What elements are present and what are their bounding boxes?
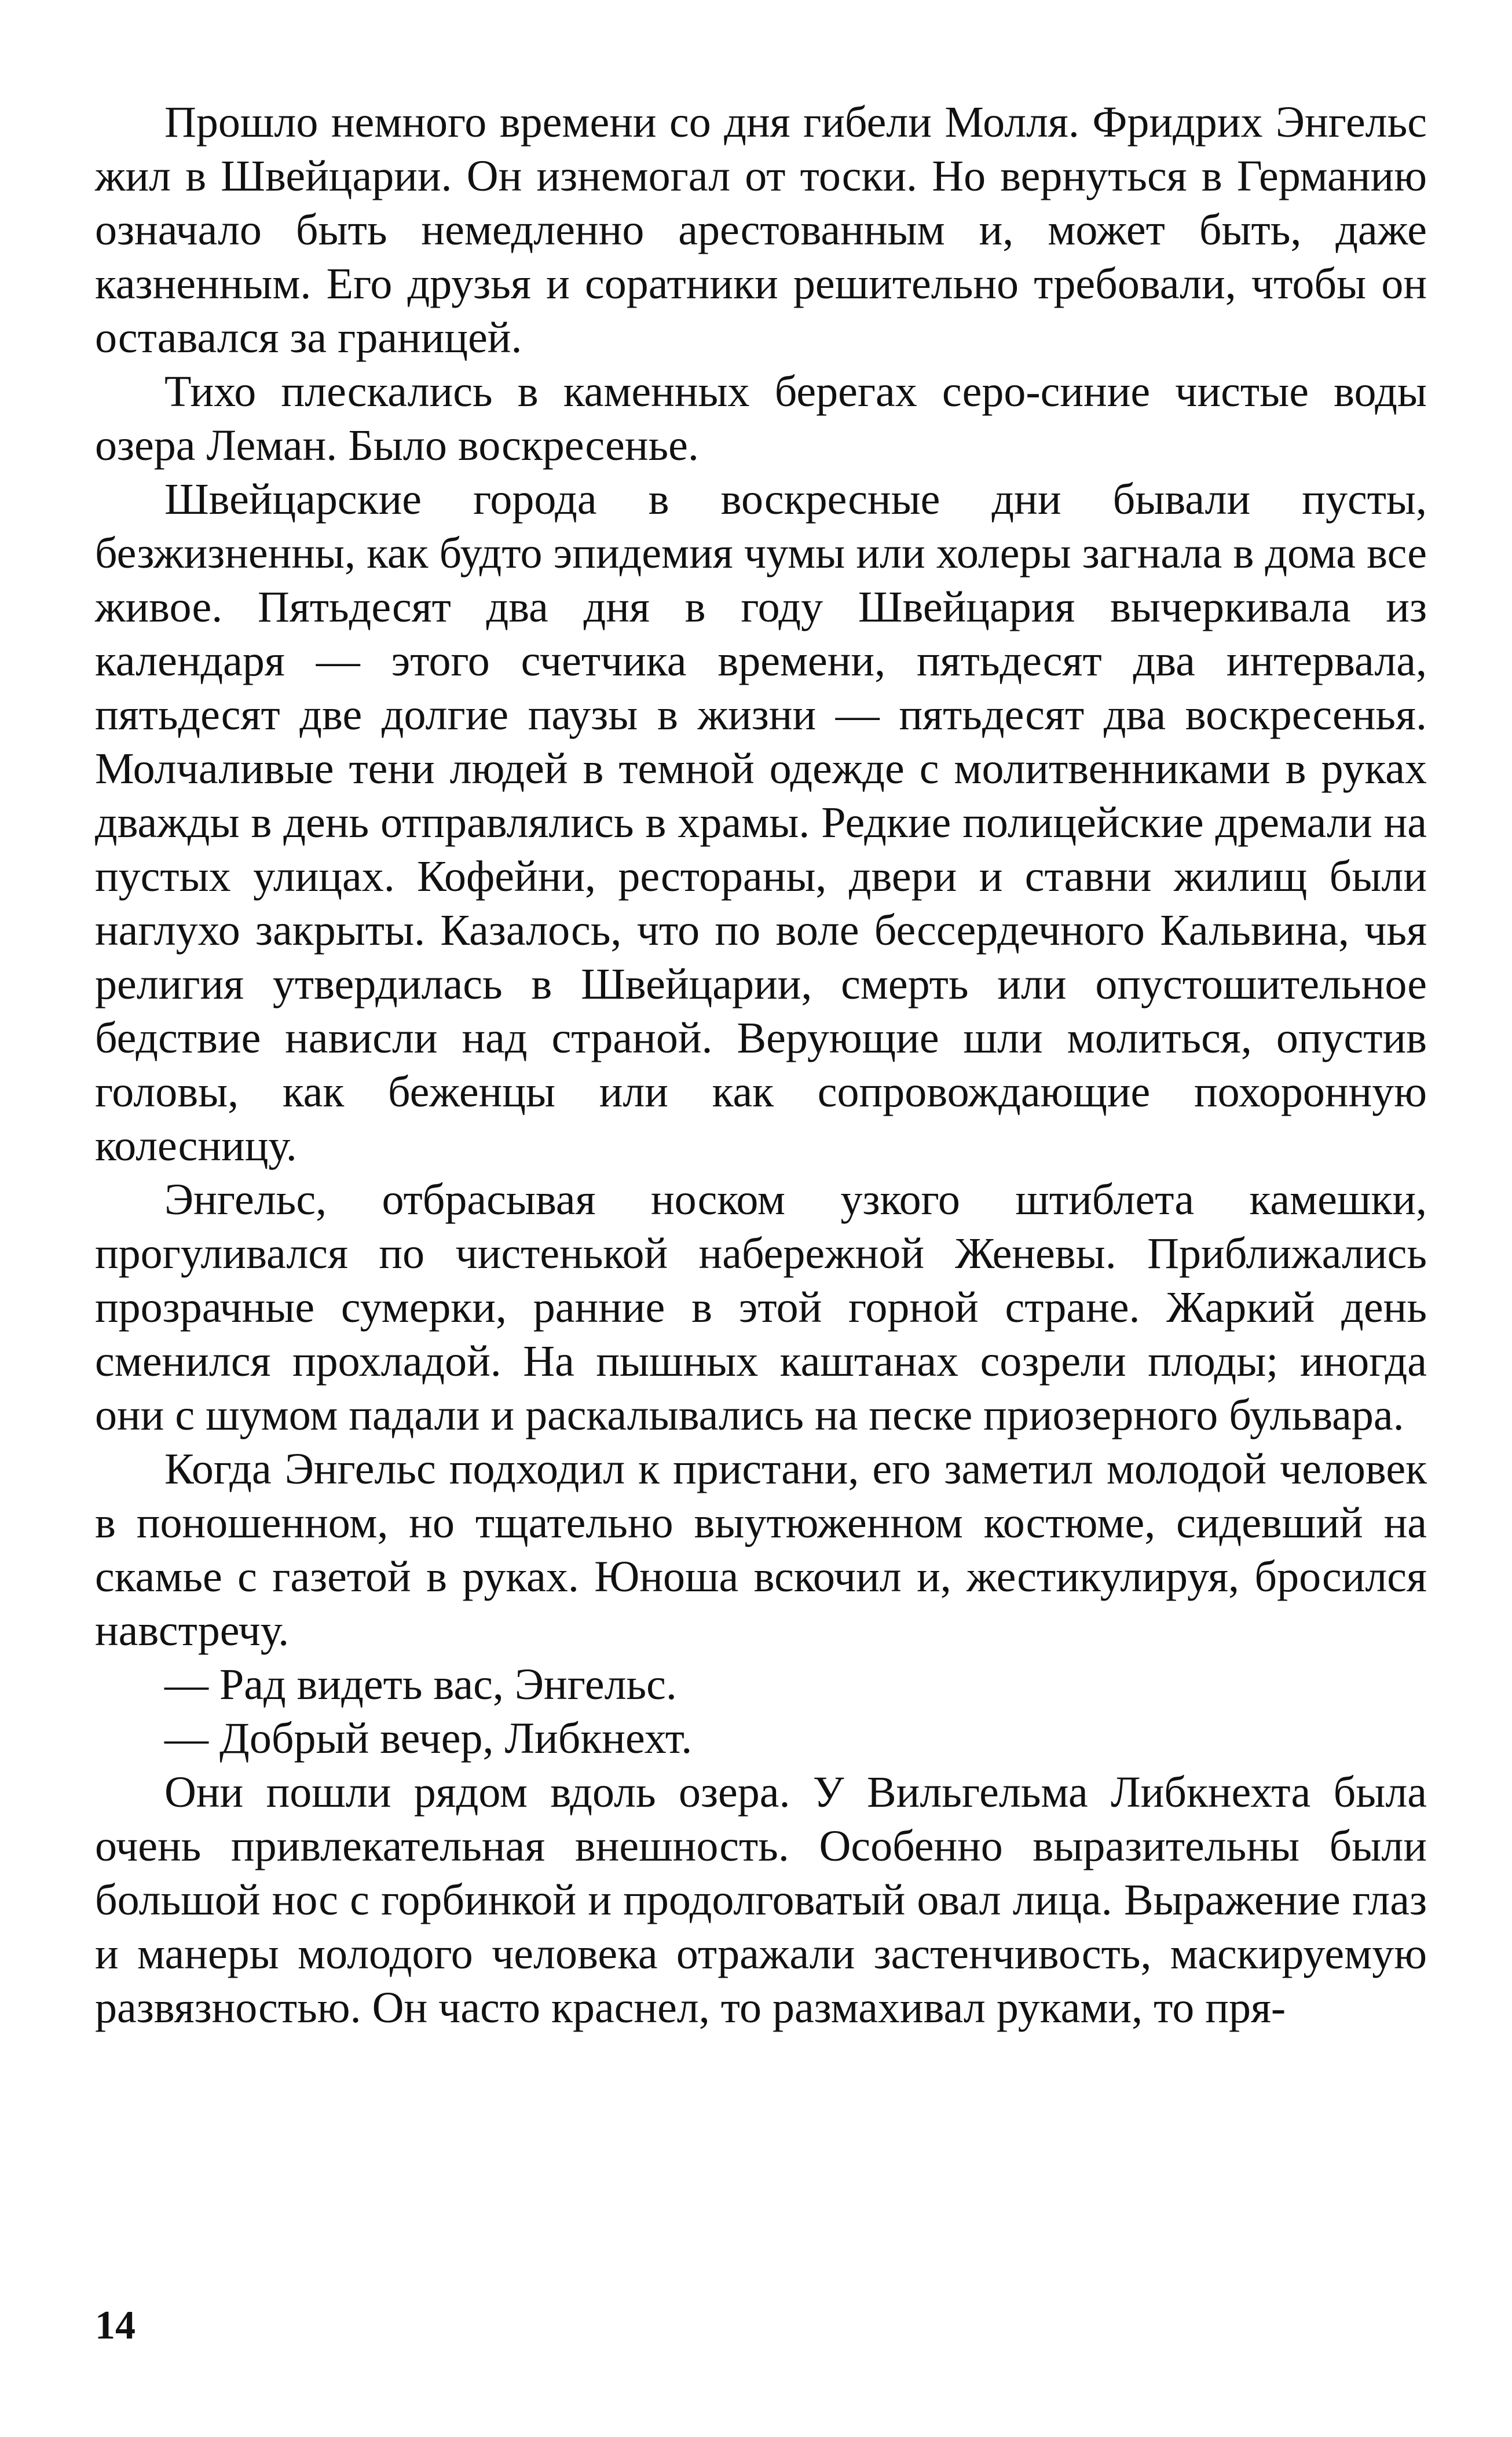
- dialog-line: — Добрый вечер, Либкнехт.: [164, 1714, 693, 1763]
- paragraph: Тихо плескались в каменных берегах серо-синие чистые воды озера Леман. Было воскресенье.: [95, 367, 1427, 470]
- paragraph: Энгельс, отбрасывая носком узкого штиблета камешки, прогуливался по чистенькой набережной Женевы. Приближались прозрачные сумерки, ранние в этой горной стране. Жаркий день сменился прохладой. На пышных каштанах созрели плоды; иногда они с шумом падали и раскалывались на песке приозерного бульвара.: [95, 1175, 1427, 1439]
- paragraph: Когда Энгельс подходил к пристани, его заметил молодой человек в поношенном, но тщательно выутюженном костюме, сидевший на скамье с газетой в руках. Юноша вскочил и, жестикулируя, бросился навстречу.: [95, 1445, 1427, 1655]
- dialog-line: — Рад видеть вас, Энгельс.: [164, 1660, 677, 1709]
- book-page-text: [95, 96, 1427, 2035]
- paragraph: Прошло немного времени со дня гибели Молля. Фридрих Энгельс жил в Швейцарии. Он изнемогал от тоски. Но вернуться в Германию означало быть немедленно арестованным и, может быть, даже казненным. Его друзья и соратники решительно требовали, чтобы он оставался за границей.: [95, 98, 1427, 362]
- paragraph: Швейцарские города в воскресные дни бывали пусты, безжизненны, как будто эпидемия чумы или холеры загнала в дома все живое. Пятьдесят два дня в году Швейцария вычеркивала из календаря — этого счетчика времени, пятьдесят два интервала, пятьдесят две долгие паузы в жизни — пятьдесят два воскресенья. Молчаливые тени людей в темной одежде с молитвенниками в руках дважды в день отправлялись в храмы. Редкие полицейские дремали на пустых улицах. Кофейни, рестораны, двери и ставни жилищ были наглухо закрыты. Казалось, что по воле бессердечного Кальвина, чья религия утвердилась в Швейцарии, смерть или опустошительное бедствие нависли над страной. Верующие шли молиться, опустив головы, как беженцы или как сопровождающие похоронную колесницу.: [95, 475, 1427, 1170]
- page-number: 14: [95, 2303, 136, 2348]
- paragraph: Они пошли рядом вдоль озера. У Вильгельма Либкнехта была очень привлекательная внешность. Особенно выразительны были большой нос с горбинкой и продолговатый овал лица. Выражение глаз и манеры молодого человека отражали застенчивость, маскируемую развязностью. Он часто краснел, то размахивал руками, то пря-: [95, 1768, 1427, 2032]
